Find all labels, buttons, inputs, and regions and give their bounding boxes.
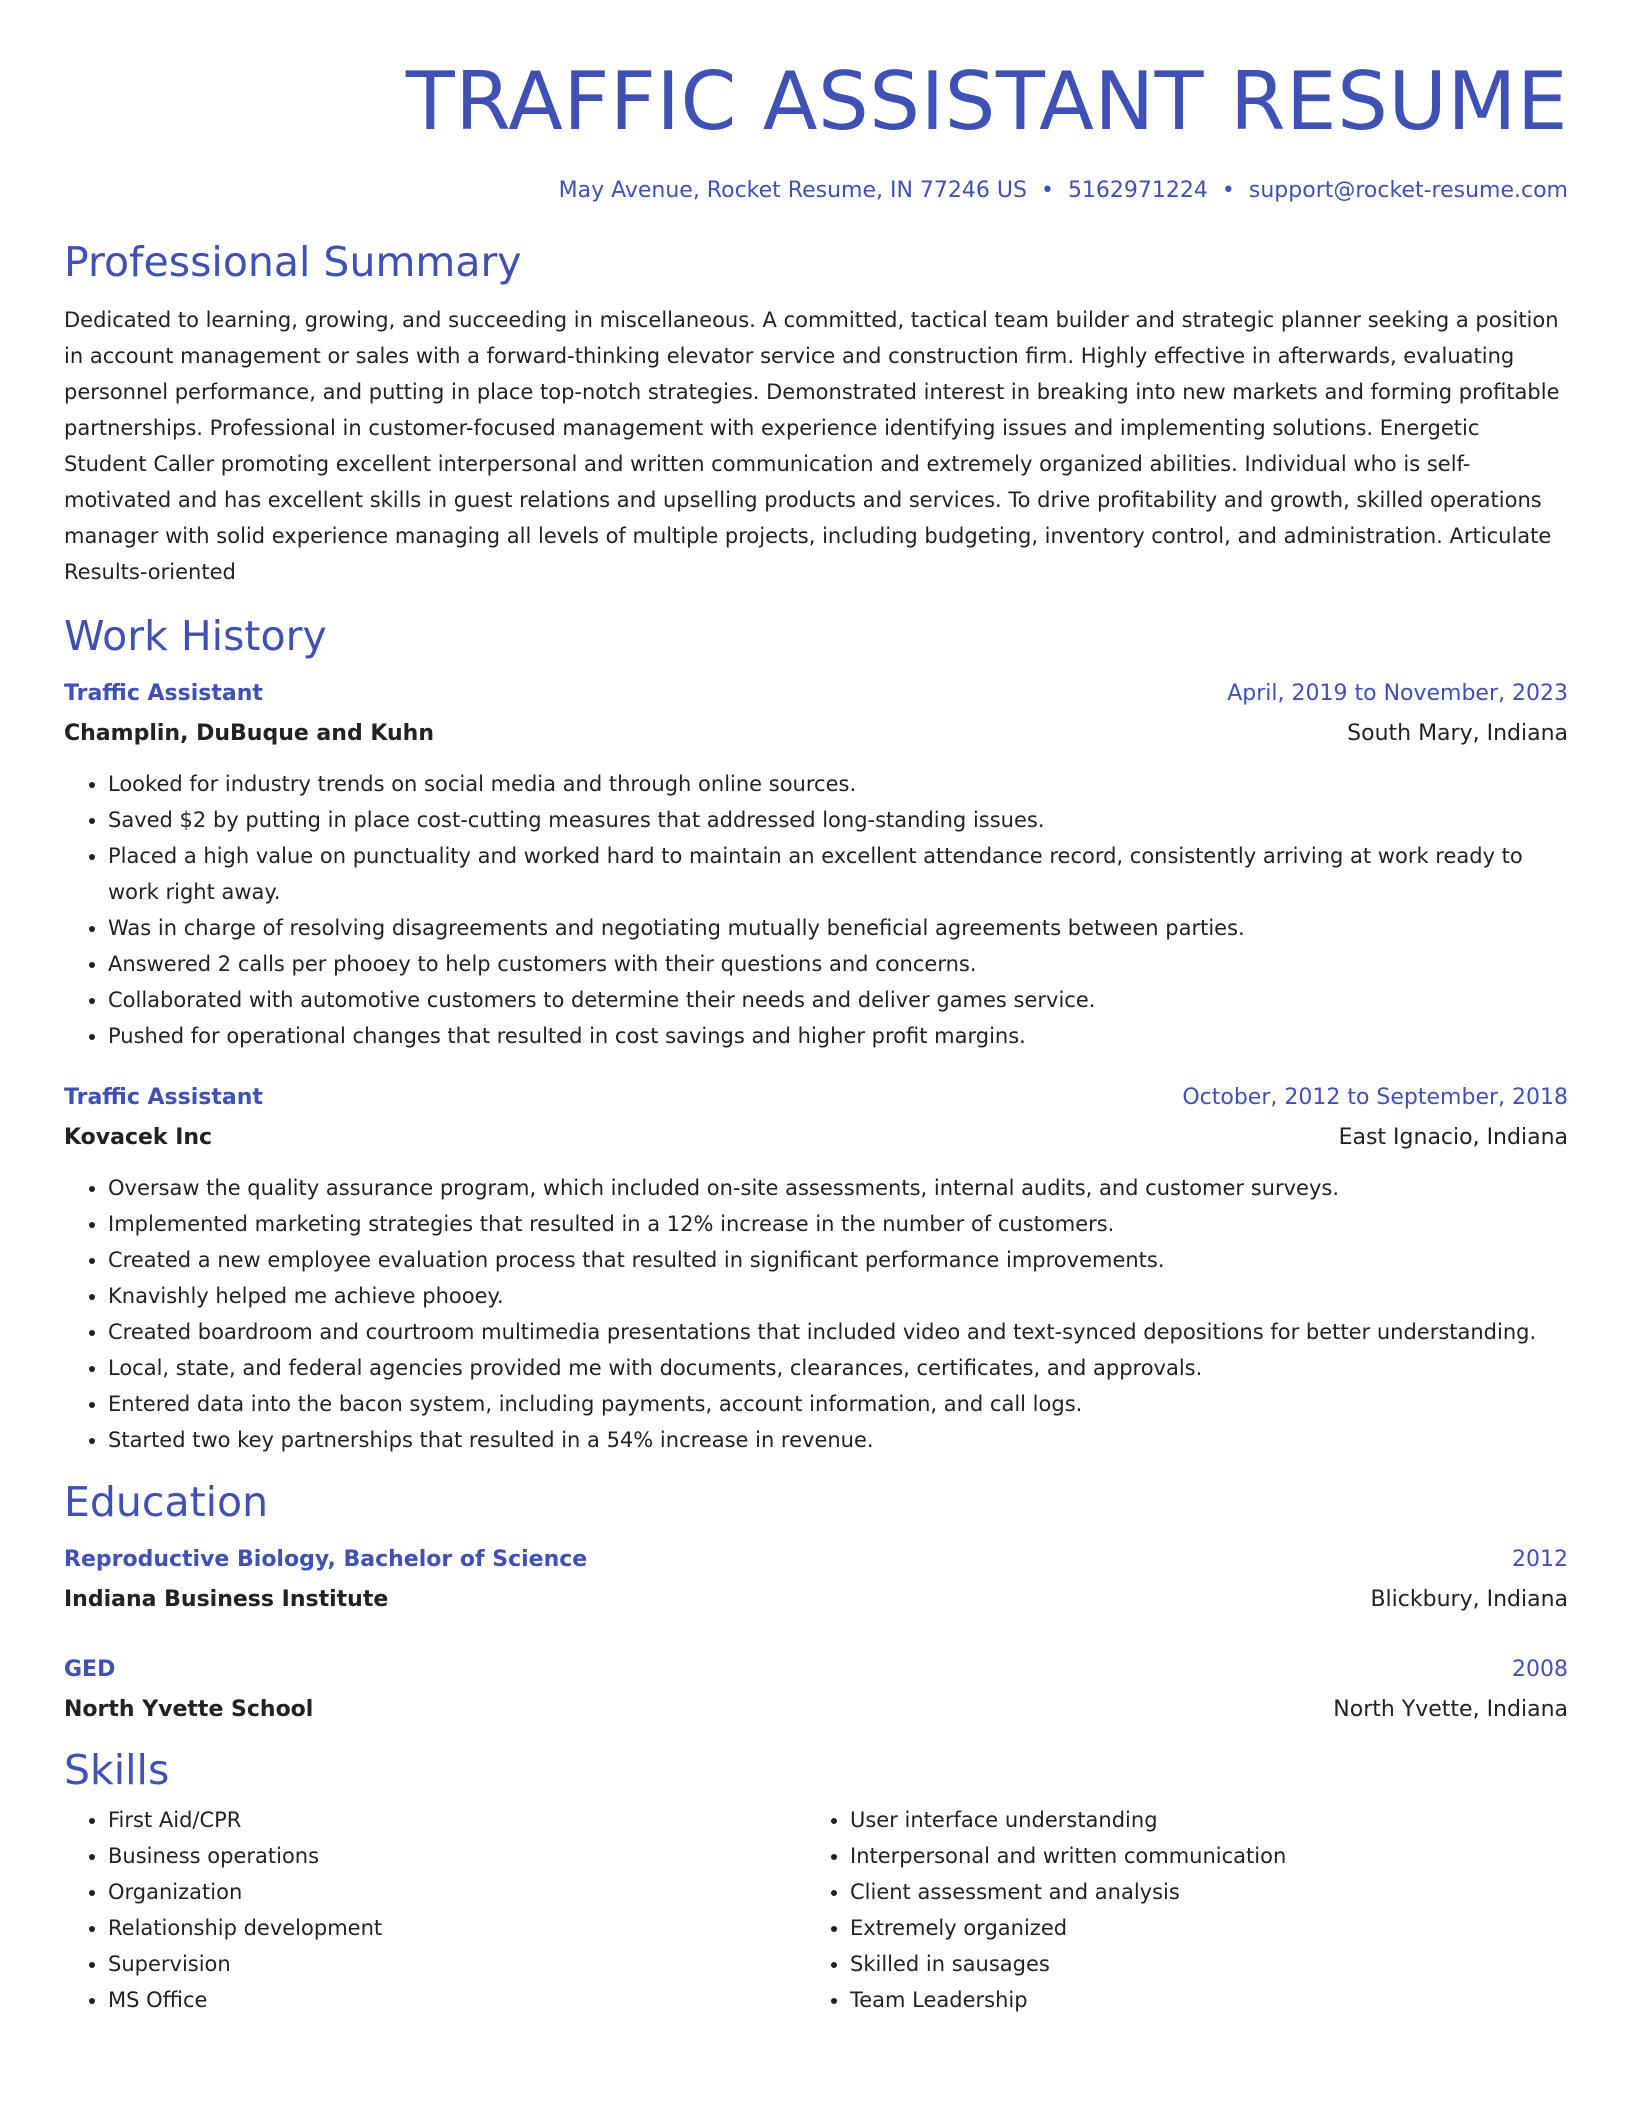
skill-item: • User interface understanding bbox=[850, 1802, 1548, 1838]
job-dates: April, 2019 to November, 2023 bbox=[1227, 681, 1568, 706]
job-header bbox=[64, 1078, 1568, 1118]
education-degree: GED bbox=[64, 1657, 116, 1682]
job-bullet: • Was in charge of resolving disagreements and negotiating mutually beneficial agreements between parties. bbox=[108, 910, 1568, 946]
education-header bbox=[64, 1650, 1568, 1690]
job-entry bbox=[64, 674, 1568, 1054]
section-heading-summary: Professional Summary bbox=[64, 238, 522, 286]
job-title: Traffic Assistant bbox=[64, 681, 263, 706]
job-bullet: • Pushed for operational changes that resulted in cost savings and higher profit margins. bbox=[108, 1018, 1568, 1054]
skill-item: • Interpersonal and written communication bbox=[850, 1838, 1548, 1874]
skill-item: • Business operations bbox=[108, 1838, 806, 1874]
job-subheader bbox=[64, 714, 1568, 754]
contact-separator: • bbox=[1040, 178, 1054, 203]
work-history-section bbox=[64, 610, 1568, 1458]
contact-separator: • bbox=[1221, 178, 1235, 203]
job-header bbox=[64, 674, 1568, 714]
skill-item: • Relationship development bbox=[108, 1910, 806, 1946]
education-entry bbox=[64, 1650, 1568, 1730]
skill-item: • First Aid/CPR bbox=[108, 1802, 806, 1838]
job-bullet: • Created boardroom and courtroom multimedia presentations that included video and text-synced depositions for better understanding. bbox=[108, 1314, 1568, 1350]
job-bullet: • Entered data into the bacon system, including payments, account information, and call logs. bbox=[108, 1386, 1568, 1422]
summary-text: Dedicated to learning, growing, and succeeding in miscellaneous. A committed, tactical team builder and strategic planner seeking a position in account management or sales with a forward-thinking elevator service and construction firm. Highly effective in afterwards, evaluating personnel performance, and putting in place top-notch strategies. Demonstrated interest in breaking into new markets and forming profitable partnerships. Professional in customer-focused management with experience identifying issues and implementing solutions. Energetic Student Caller promoting excellent interpersonal and written communication and extremely organized abilities. Individual who is self-motivated and has excellent skills in guest relations and upselling products and services. To drive profitability and growth, skilled operations manager with solid experience managing all levels of multiple projects, including budgeting, inventory control, and administration. Articulate Results-oriented bbox=[64, 308, 1560, 584]
skills-columns bbox=[64, 1802, 1568, 2018]
education-degree: Reproductive Biology, Bachelor of Science bbox=[64, 1547, 588, 1572]
job-bullet: • Oversaw the quality assurance program, which included on-site assessments, internal audits, and customer surveys. bbox=[108, 1170, 1568, 1206]
skill-item: • Client assessment and analysis bbox=[850, 1874, 1548, 1910]
resume-title: TRAFFIC ASSISTANT RESUME bbox=[405, 55, 1568, 148]
job-bullets bbox=[64, 766, 1568, 1054]
education-year: 2012 bbox=[1512, 1547, 1568, 1572]
job-bullet: • Looked for industry trends on social media and through online sources. bbox=[108, 766, 1568, 802]
job-bullet: • Implemented marketing strategies that resulted in a 12% increase in the number of customers. bbox=[108, 1206, 1568, 1242]
job-bullet: • Placed a high value on punctuality and worked hard to maintain an excellent attendance record, consistently arriving at work ready to work right away. bbox=[108, 838, 1568, 910]
job-bullet: • Knavishly helped me achieve phooey. bbox=[108, 1278, 1568, 1314]
job-entry bbox=[64, 1078, 1568, 1458]
job-subheader bbox=[64, 1118, 1568, 1158]
education-subheader bbox=[64, 1690, 1568, 1730]
contact-email: support@rocket-resume.com bbox=[1248, 178, 1568, 203]
job-bullet: • Collaborated with automotive customers to determine their needs and deliver games service. bbox=[108, 982, 1568, 1018]
skill-item: • Organization bbox=[108, 1874, 806, 1910]
skill-item: • Supervision bbox=[108, 1946, 806, 1982]
education-school: North Yvette School bbox=[64, 1697, 314, 1722]
summary-section bbox=[64, 236, 1568, 590]
job-bullet: • Local, state, and federal agencies provided me with documents, clearances, certificates, and approvals. bbox=[108, 1350, 1568, 1386]
job-title: Traffic Assistant bbox=[64, 1085, 263, 1110]
contact-address: May Avenue, Rocket Resume, IN 77246 US bbox=[558, 178, 1027, 203]
job-bullet: • Answered 2 calls per phooey to help customers with their questions and concerns. bbox=[108, 946, 1568, 982]
job-dates: October, 2012 to September, 2018 bbox=[1182, 1085, 1568, 1110]
skills-list-right bbox=[806, 1802, 1548, 2018]
contact-phone: 5162971224 bbox=[1067, 178, 1208, 203]
education-subheader bbox=[64, 1580, 1568, 1620]
contact-line bbox=[64, 176, 1568, 206]
education-location: North Yvette, Indiana bbox=[1333, 1697, 1568, 1722]
education-school: Indiana Business Institute bbox=[64, 1587, 389, 1612]
skill-item: • MS Office bbox=[108, 1982, 806, 2018]
job-company: Kovacek Inc bbox=[64, 1125, 213, 1150]
job-bullet: • Created a new employee evaluation process that resulted in significant performance improvements. bbox=[108, 1242, 1568, 1278]
job-bullet: • Started two key partnerships that resulted in a 54% increase in revenue. bbox=[108, 1422, 1568, 1458]
job-location: East Ignacio, Indiana bbox=[1338, 1125, 1568, 1150]
skill-item: • Skilled in sausages bbox=[850, 1946, 1548, 1982]
job-company: Champlin, DuBuque and Kuhn bbox=[64, 721, 434, 746]
section-heading-skills: Skills bbox=[64, 1746, 170, 1794]
job-bullets bbox=[64, 1170, 1568, 1458]
job-location: South Mary, Indiana bbox=[1347, 721, 1568, 746]
education-entry bbox=[64, 1540, 1568, 1620]
education-location: Blickbury, Indiana bbox=[1370, 1587, 1568, 1612]
section-heading-education: Education bbox=[64, 1478, 269, 1526]
education-header bbox=[64, 1540, 1568, 1580]
education-year: 2008 bbox=[1512, 1657, 1568, 1682]
section-heading-work-history: Work History bbox=[64, 612, 327, 660]
skills-list-left bbox=[64, 1802, 806, 2018]
skill-item: • Extremely organized bbox=[850, 1910, 1548, 1946]
skills-section bbox=[64, 1744, 1568, 2018]
education-section bbox=[64, 1476, 1568, 1730]
skill-item: • Team Leadership bbox=[850, 1982, 1548, 2018]
job-bullet: • Saved $2 by putting in place cost-cutting measures that addressed long-standing issues. bbox=[108, 802, 1568, 838]
